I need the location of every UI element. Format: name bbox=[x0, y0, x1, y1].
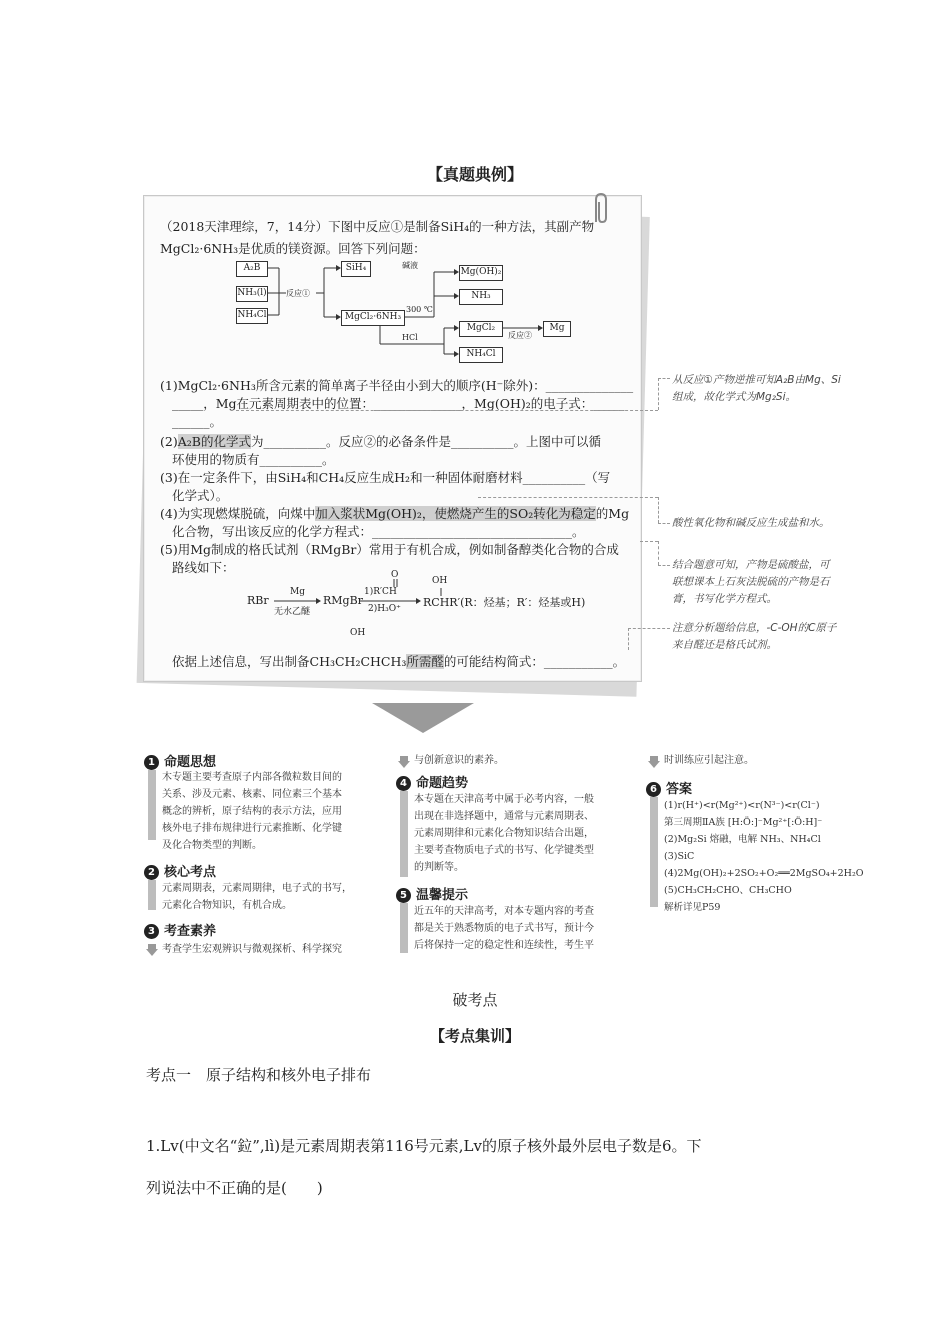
example-intro-2: MgCl₂·6NH₃是优质的镁资源。回答下列问题： bbox=[160, 241, 426, 256]
q5-c-prefix: 依据上述信息，写出制备CH₃CH₂CHCH₃ bbox=[172, 654, 407, 669]
q5-oh-label: OH bbox=[350, 628, 366, 638]
q5-line-a: (5)用Mg制成的格氏试剂（RMgBr）常用于有机合成，例如制备醇类化合物的合成 bbox=[160, 542, 619, 557]
note-2: 酸性氧化物和碱反应生成盐和水。 bbox=[672, 517, 830, 529]
synth-o: O bbox=[391, 570, 399, 580]
q5-c-highlight: 所需醛 bbox=[406, 654, 444, 669]
section-1-line: 概念的辨析，原子结构的表示方法，应用 bbox=[162, 806, 342, 817]
q2-rest: 为__________。反应②的必备条件是__________。上图中可以循 bbox=[250, 434, 601, 449]
note-1-line-b: 组成，故化学式为Mg₂Si。 bbox=[672, 391, 797, 403]
section-2-line: 元素化合物知识，有机合成。 bbox=[162, 900, 292, 911]
callout-line-1-h bbox=[658, 378, 670, 379]
section-1-body bbox=[162, 769, 342, 854]
q5-c-rest: 的可能结构简式：___________。 bbox=[443, 654, 626, 669]
number-6-icon: 6 bbox=[646, 782, 661, 797]
q1-line-c: ______。 bbox=[172, 414, 223, 429]
section-5-label: 温馨提示 bbox=[416, 888, 469, 903]
section-5-continued: 时训练应引起注意。 bbox=[664, 755, 754, 766]
paperclip-icon bbox=[590, 192, 612, 226]
label-jianye: 碱液 bbox=[402, 261, 418, 270]
example-card bbox=[143, 195, 642, 682]
q1-line-a: (1)MgCl₂·6NH₃所含元素的简单离子半径由小到大的顺序(H⁻除外)：______________ bbox=[160, 378, 634, 393]
column2-bar-1 bbox=[400, 791, 408, 877]
callout-line-1 bbox=[236, 410, 658, 411]
section-4-line: 主要考查物质电子式的书写、化学键类型 bbox=[414, 845, 594, 856]
note-3 bbox=[672, 557, 830, 608]
note-4 bbox=[672, 620, 836, 654]
box-sih4: SiH₄ bbox=[341, 261, 371, 277]
kaodian-title: 考点一 原子结构和核外电子排布 bbox=[146, 1066, 372, 1084]
q2-highlight: A₂B的化学式 bbox=[177, 434, 251, 449]
section-4-body bbox=[414, 791, 594, 876]
question-1-line-1: 1.Lv(中文名“鉝”,lì)是元素周期表第116号元素,Lv的原子核外最外层电子数是6。下 bbox=[146, 1137, 702, 1155]
answer-line: (5)CH₃CH₂CHO、CH₃CHO bbox=[664, 885, 792, 896]
section-4-title bbox=[396, 772, 468, 791]
section-4-line: 的判断等。 bbox=[414, 862, 464, 873]
answer-line: 解析详见P59 bbox=[664, 902, 721, 913]
note-4-line-a: 注意分析题给信息，-C-OH的C原子 bbox=[672, 622, 837, 634]
section-5-line: 都是关于熟悉物质的电子式书写，预计今 bbox=[414, 923, 594, 934]
q4-highlight: 加入浆状Mg(OH)₂，使燃烧产生的SO₂转化为稳定 bbox=[315, 506, 596, 521]
callout-line-3-v bbox=[658, 541, 659, 565]
answer-line: (4)2Mg(OH)₂+2SO₂+O₂══2MgSO₄+2H₂O bbox=[664, 868, 864, 879]
label-reaction2: 反应② bbox=[508, 331, 532, 340]
callout-line-2-v bbox=[658, 497, 659, 523]
example-intro-1: （2018天津理综，7，14分）下图中反应①是制备SiH₄的一种方法，其副产物 bbox=[160, 219, 595, 234]
callout-line-2-h bbox=[658, 523, 670, 524]
section-4-line: 元素周期律和元素化合物知识结合出题， bbox=[414, 828, 594, 839]
answer-line: (2)Mg₂Si 熔融，电解 NH₃、NH₄Cl bbox=[664, 834, 821, 845]
question-1-line-2: 列说法中不正确的是( ) bbox=[146, 1179, 323, 1197]
q3-line-a: (3)在一定条件下，由SiH₄和CH₄反应生成H₂和一种固体耐磨材料__________（写 bbox=[160, 470, 611, 485]
answer-line: 第三周期ⅡA族 [H:Ö:]⁻Mg²⁺[:Ö:H]⁻ bbox=[664, 817, 823, 828]
note-3-line-a: 结合题意可知，产物是硫酸盐，可 bbox=[672, 559, 830, 571]
callout-line-4-v bbox=[628, 628, 629, 650]
section-4-line: 本专题在天津高考中属于必考内容，一般 bbox=[414, 794, 594, 805]
synth-step2: 2)H₃O⁺ bbox=[368, 604, 401, 614]
q2-line-b: 环使用的物质有__________。 bbox=[172, 452, 335, 467]
section-heading: 破考点 bbox=[452, 991, 498, 1009]
number-3-icon: 3 bbox=[144, 924, 159, 939]
number-4-icon: 4 bbox=[396, 776, 411, 791]
box-nh4cl-2: NH₄Cl bbox=[459, 347, 503, 363]
note-4-line-b: 来自醛还是格氏试剂。 bbox=[672, 639, 777, 651]
note-3-line-b: 联想课本上石灰法脱硫的产物是石 bbox=[672, 576, 830, 588]
section-2-body bbox=[162, 880, 352, 914]
q4-prefix: (4)为实现燃煤脱硫，向煤中 bbox=[160, 506, 316, 521]
arrow-down-small-icon bbox=[146, 944, 158, 956]
synth-oh: OH bbox=[432, 576, 448, 586]
section-5-title bbox=[396, 884, 468, 903]
column2-bar-2 bbox=[400, 903, 408, 953]
callout-line-3-h bbox=[658, 565, 670, 566]
column3-bar bbox=[650, 797, 658, 907]
section-subtitle: 【考点集训】 bbox=[429, 1027, 520, 1045]
down-arrow-icon bbox=[372, 703, 474, 733]
q5-line-b: 路线如下： bbox=[172, 560, 235, 575]
section-3-title bbox=[144, 920, 216, 939]
section-5-line: 近五年的天津高考，对本专题内容的考查 bbox=[414, 906, 594, 917]
section-6-title bbox=[646, 778, 692, 797]
section-4-label: 命题趋势 bbox=[416, 776, 469, 791]
label-reaction1: 反应① bbox=[286, 289, 310, 298]
box-mgcl2-6nh3: MgCl₂·6NH₃ bbox=[341, 310, 405, 326]
box-a2b: A₂B bbox=[236, 261, 268, 277]
section-4-line: 出现在非选择题中，通常与元素周期表、 bbox=[414, 811, 594, 822]
section-5-body bbox=[414, 903, 594, 954]
reaction-flow-diagram bbox=[144, 256, 641, 368]
q4-line-a bbox=[160, 505, 629, 522]
box-mgcl2: MgCl₂ bbox=[459, 321, 503, 337]
synth-rmgbr: RMgBr bbox=[323, 594, 363, 607]
section-2-line: 元素周期表，元素周期律，电子式的书写， bbox=[162, 883, 352, 894]
q2-line-a bbox=[160, 433, 601, 450]
q5-line-c bbox=[172, 653, 625, 670]
column1-bar-1 bbox=[148, 770, 156, 840]
label-300c: 300 ℃ bbox=[406, 305, 433, 314]
section-6-body bbox=[664, 797, 864, 916]
q1-line-b: _____，Mg在元素周期表中的位置：______________，Mg(OH)₂的电子式：_____ bbox=[172, 396, 625, 411]
q4-rest: 的Mg bbox=[595, 506, 630, 521]
q4-line-b: 化合物，写出该反应的化学方程式：________________________________。 bbox=[172, 524, 585, 539]
section-1-line: 核外电子排布规律进行元素推断、化学键 bbox=[162, 823, 342, 834]
synth-rbr: RBr bbox=[247, 594, 269, 607]
section-3-continued: 与创新意识的素养。 bbox=[414, 755, 504, 766]
callout-line-4 bbox=[628, 628, 670, 629]
section-1-line: 木专题主要考查原子内部各微粒数目间的 bbox=[162, 772, 342, 783]
example-section-title: 【真题典例】 bbox=[426, 165, 523, 184]
note-3-line-c: 膏，书写化学方程式。 bbox=[672, 593, 777, 605]
section-3-body: 考查学生宏观辨识与微观探析、科学探究 bbox=[162, 944, 342, 955]
box-nh3l: NH₃(l) bbox=[236, 286, 268, 302]
number-5-icon: 5 bbox=[396, 888, 411, 903]
section-2-title bbox=[144, 861, 216, 880]
arrow-down-small-icon bbox=[398, 756, 410, 768]
box-nh4cl: NH₄Cl bbox=[236, 308, 268, 324]
synth-ether: 无水乙醚 bbox=[274, 607, 311, 617]
section-6-label: 答案 bbox=[666, 782, 693, 797]
box-mg: Mg bbox=[543, 321, 571, 337]
answer-line: (1)r(H⁺)<r(Mg²⁺)<r(N³⁻)<r(Cl⁻) bbox=[664, 800, 820, 811]
synth-mg: Mg bbox=[290, 587, 305, 597]
section-1-title bbox=[144, 751, 216, 770]
section-3-label: 考查素养 bbox=[164, 924, 217, 939]
section-2-label: 核心考点 bbox=[164, 865, 217, 880]
q2-prefix: (2) bbox=[160, 434, 178, 449]
callout-line-1-v bbox=[658, 378, 659, 410]
section-1-line: 及化合物类型的判断。 bbox=[162, 840, 262, 851]
callout-line-2 bbox=[478, 497, 658, 498]
label-hcl: HCl bbox=[402, 333, 418, 342]
callout-line-3 bbox=[640, 541, 658, 542]
note-1-line-a: 从反应①产物逆推可知A₂B由Mg、Si bbox=[672, 374, 841, 386]
q3-line-b: 化学式）。 bbox=[172, 488, 229, 503]
note-1 bbox=[672, 372, 841, 406]
section-5-line: 后将保持一定的稳定性和连续性，考生平 bbox=[414, 940, 594, 951]
synth-product: RCHR′(R：烃基；R′：烃基或H) bbox=[423, 596, 586, 609]
column1-bar-2 bbox=[148, 880, 156, 910]
box-nh3: NH₃ bbox=[459, 289, 503, 305]
synthesis-route bbox=[144, 570, 641, 624]
arrow-down-small-icon bbox=[648, 756, 660, 768]
section-1-line: 关系、涉及元素、核素、同位素三个基本 bbox=[162, 789, 342, 800]
number-2-icon: 2 bbox=[144, 865, 159, 880]
answer-line: (3)SiC bbox=[664, 851, 695, 862]
box-mgoh2: Mg(OH)₂ bbox=[459, 265, 503, 281]
synth-step1: 1)R′CH bbox=[364, 587, 397, 597]
section-1-label: 命题思想 bbox=[164, 755, 217, 770]
number-1-icon: 1 bbox=[144, 755, 159, 770]
